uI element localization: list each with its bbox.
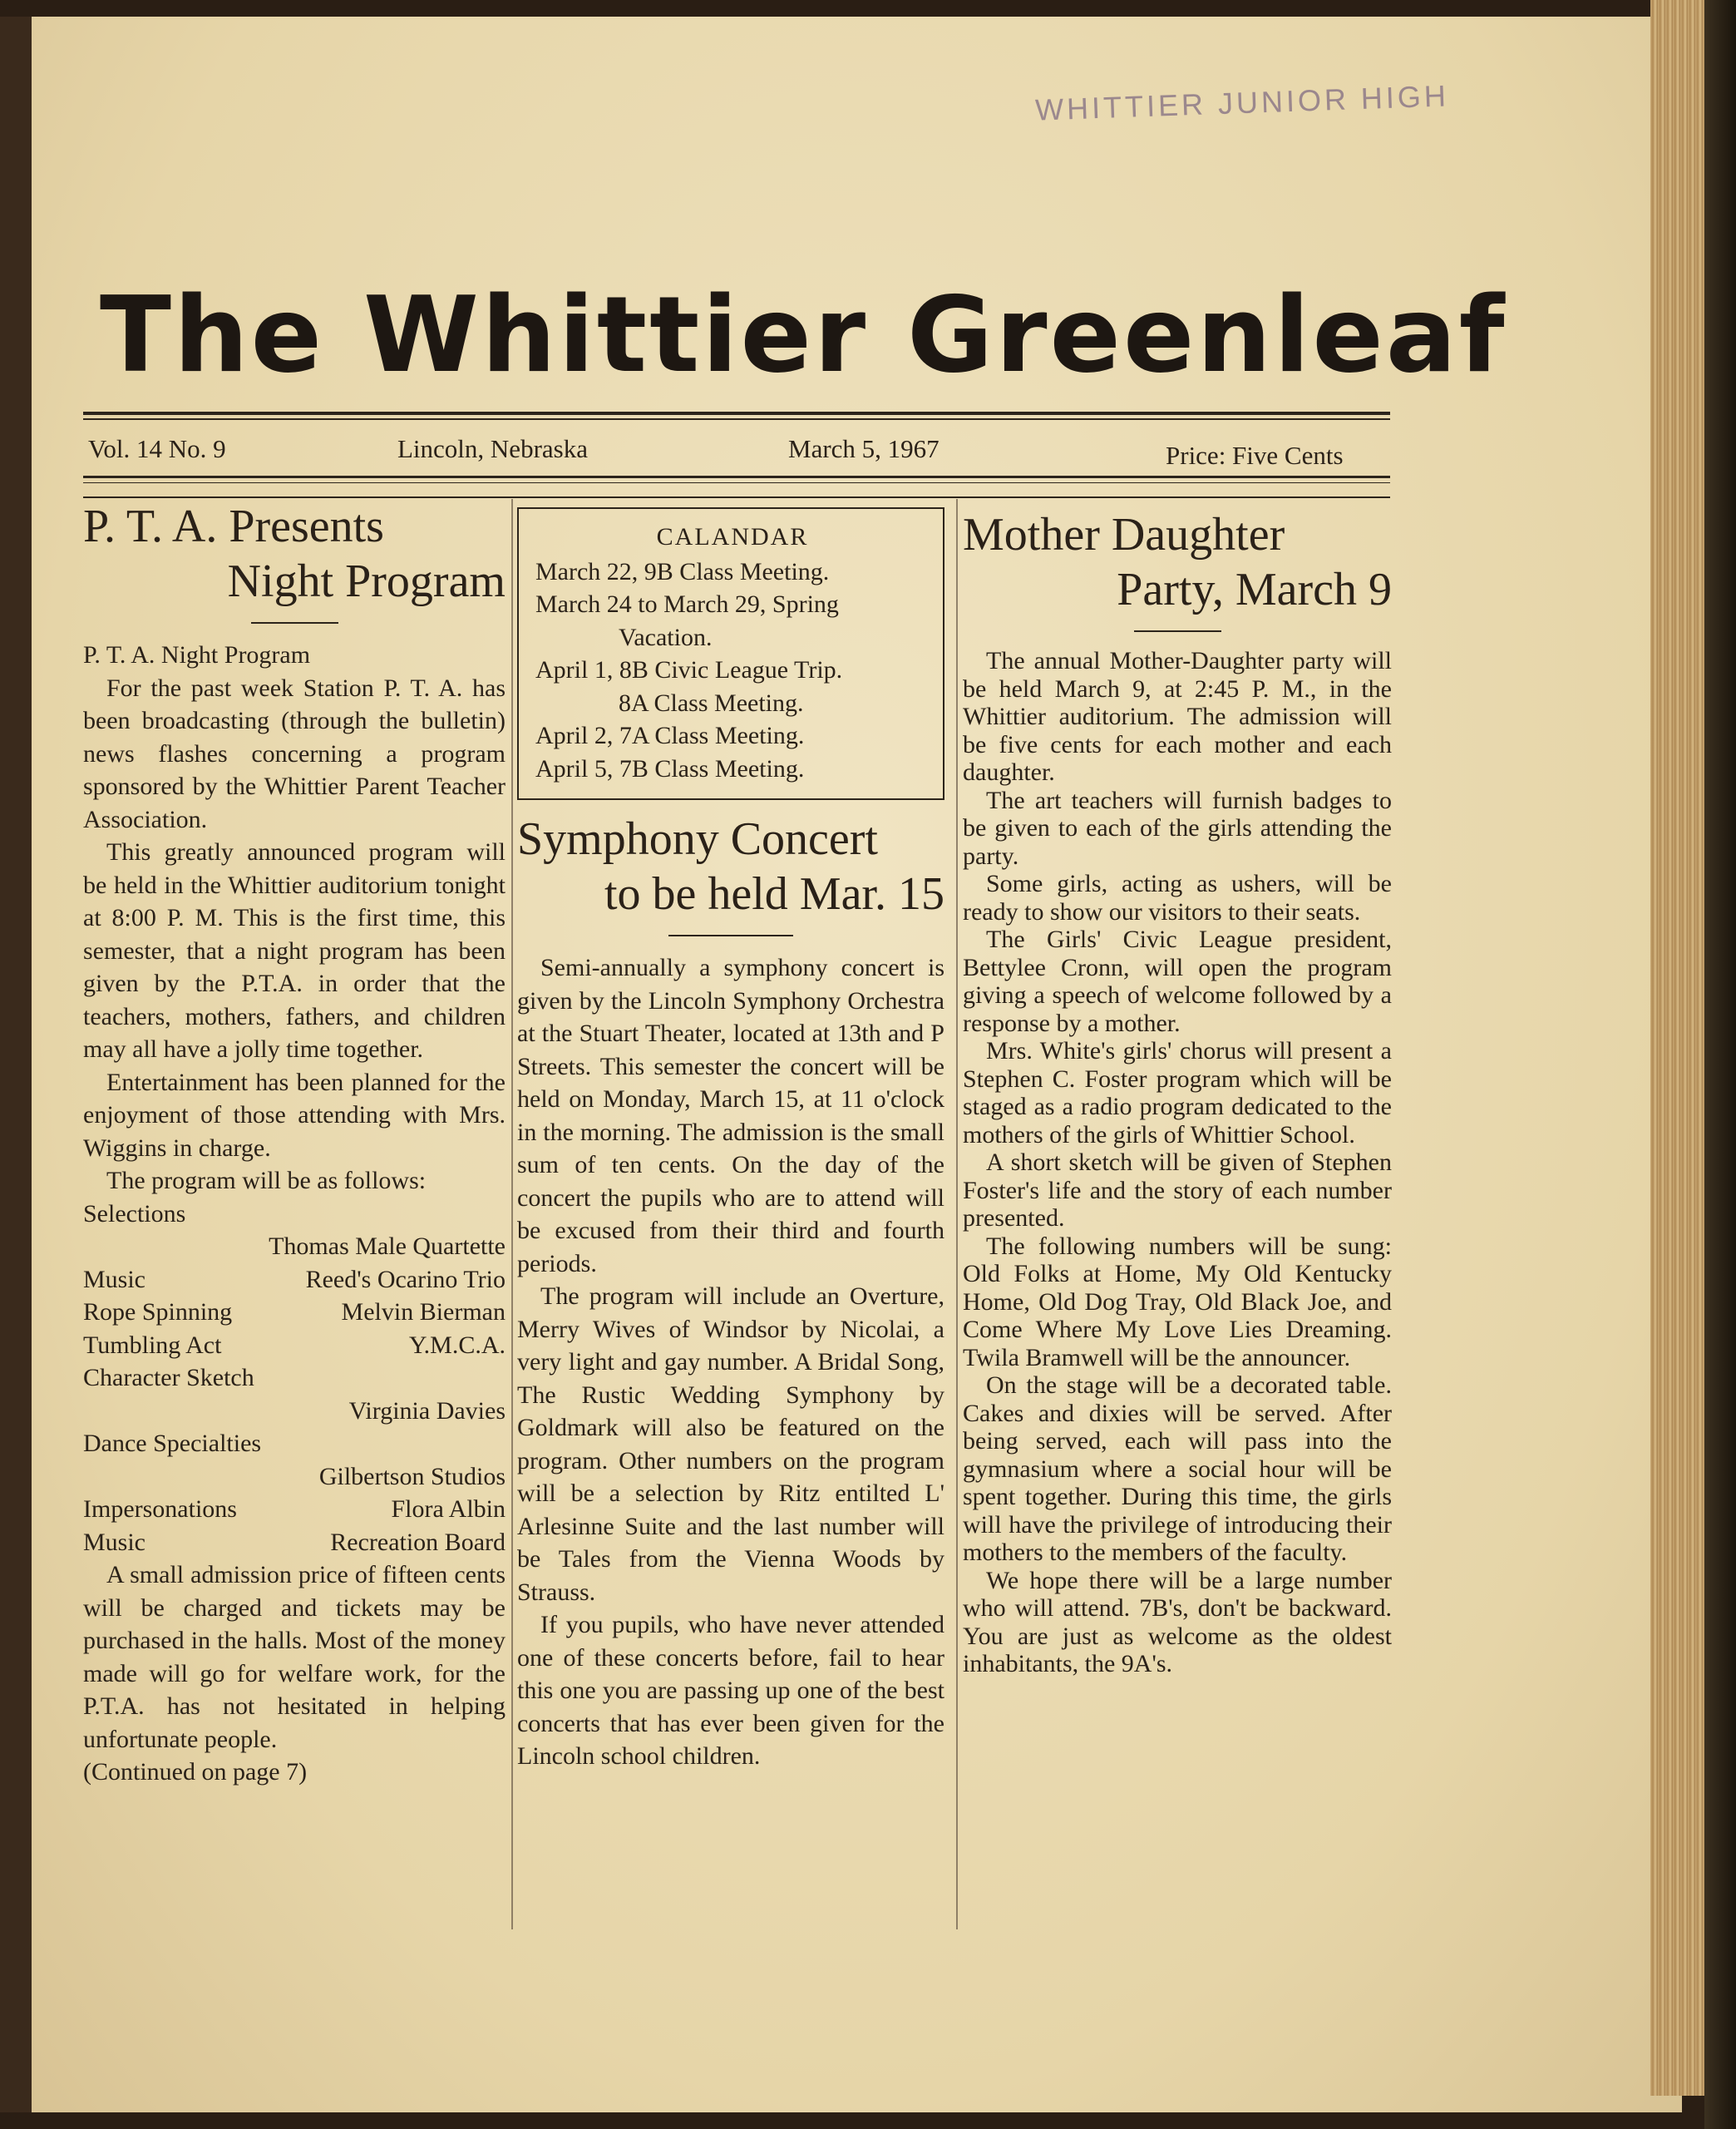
- pta-paragraph: The program will be as follows:: [106, 1167, 427, 1194]
- program-item: [83, 1493, 506, 1526]
- calendar-entry: March 24 to March 29, Spring: [535, 590, 839, 618]
- price: Price: Five Cents: [1166, 441, 1344, 470]
- program-act: Music: [83, 1528, 145, 1556]
- mother-daughter-article: [963, 507, 1392, 1678]
- mother-daughter-paragraph: The art teachers will furnish badges to be given to each of the girls attending the party.: [963, 786, 1392, 870]
- calendar-entry: April 1, 8B Civic League Trip.: [535, 656, 843, 684]
- mother-daughter-paragraph: The following numbers will be sung: Old Folks at Home, My Old Kentucky Home, Old Dog Tray, Old Black Joe, and Come Where My Love Lies Dreaming. Twila Bramwell will be the announcer.: [963, 1232, 1392, 1371]
- program-act: Selections: [83, 1199, 186, 1228]
- mother-daughter-paragraph: The Girls' Civic League president, Bettylee Cronn, will open the program giving a speech of welcome followed by a response by a mother.: [963, 926, 1392, 1037]
- program-performer: Virginia Davies: [348, 1396, 506, 1425]
- location: Lincoln, Nebraska: [397, 434, 588, 463]
- symphony-headline-1: Symphony Concert: [517, 813, 878, 865]
- issue-date: March 5, 1967: [788, 434, 940, 463]
- mother-daughter-headline-2: Party, March 9: [1117, 564, 1392, 615]
- mother-daughter-paragraph: We hope there will be a large number who will attend. 7B's, don't be backward. You are just as welcome as the oldest inhabitants, the 9A's.: [963, 1566, 1392, 1677]
- masthead-rule-top-thin: [83, 418, 1390, 420]
- pta-headline-rule: [251, 622, 338, 624]
- program-item: [83, 1263, 506, 1297]
- symphony-paragraph: The program will include an Overture, Merry Wives of Windsor by Nicolai, a very light and gay number. A Bridal Song, The Rustic Wedding Symphony by Goldmark will also be featured on the program. Other numbers on the program will be a selection by Ritz entilted L' Arlesinne Suite and the last number will be Tales from the Vienna Woods by Strauss.: [517, 1282, 944, 1606]
- program-performer: Reed's Ocarino Trio: [305, 1265, 506, 1293]
- program-performer: Y.M.C.A.: [408, 1331, 506, 1359]
- program-item: [83, 1296, 506, 1329]
- symphony-paragraph: If you pupils, who have never attended one of these concerts before, fail to hear this one you are passing up one of the best concerts that has ever been given for the Lincoln school children.: [517, 1611, 944, 1770]
- pta-paragraph: This greatly announced program will be held in the Whittier auditorium tonight at 8:00 P. M. This is the first time, this semester, that a night program has been given by the P.T.A. in order that the teachers, mothers, fathers, and children may all have a jolly time together.: [83, 838, 506, 1063]
- program-performer: Recreation Board: [330, 1528, 506, 1556]
- dateline-rule-thin: [83, 482, 1390, 483]
- calendar-entry: April 2, 7A Class Meeting.: [535, 722, 805, 749]
- mother-daughter-paragraph: A short sketch will be given of Stephen Foster's life and the story of each number presented.: [963, 1148, 1392, 1232]
- pta-paragraph: A small admission price of fifteen cents will be charged and tickets may be purchased in the halls. Most of the money made will go for welfare work, for the P.T.A. has not hesitated in helping unfortunate people.: [83, 1561, 506, 1753]
- program-act: Music: [83, 1265, 145, 1293]
- masthead-rule-top: [83, 412, 1390, 415]
- program-act: Impersonations: [83, 1495, 237, 1523]
- program-list: [83, 1198, 506, 1559]
- program-act: Rope Spinning: [83, 1298, 233, 1326]
- dateline-rule-2: [83, 496, 1390, 498]
- library-stamp: WHITTIER JUNIOR HIGH: [1034, 78, 1450, 127]
- mother-daughter-paragraph: The annual Mother-Daughter party will be held March 9, at 2:45 P. M., in the Whittier auditorium. The admission will be five cents for each mother and each daughter.: [963, 647, 1392, 786]
- program-act: Character Sketch: [83, 1364, 254, 1391]
- program-act: Dance Specialties: [83, 1430, 262, 1457]
- pta-headline-2: Night Program: [227, 556, 506, 607]
- page-edges: [1650, 0, 1704, 2096]
- volume-number: Vol. 14 No. 9: [88, 434, 226, 463]
- program-performer: Gilbertson Studios: [318, 1462, 506, 1490]
- book-cover-edge: [1704, 0, 1736, 2129]
- program-item: [83, 1329, 506, 1362]
- calendar-entry: Vacation.: [619, 623, 713, 651]
- calendar-entry: April 5, 7B Class Meeting.: [535, 754, 805, 783]
- program-act: Tumbling Act: [83, 1331, 222, 1359]
- column-divider-1: [511, 499, 513, 1929]
- column-divider-2: [956, 499, 958, 1929]
- mother-daughter-paragraph: Some girls, acting as ushers, will be ready to show our visitors to their seats.: [963, 870, 1392, 926]
- symphony-paragraph: Semi-annually a symphony concert is given by the Lincoln Symphony Orchestra at the Stuart Theater, located at 13th and P Streets. This semester the concert will be held on Monday, March 15, at 11 o'clock in the morning. The admission is the small sum of ten cents. On the day of the concert the pupils who are to attend will be excused from their third and fourth periods.: [517, 954, 944, 1277]
- mother-daughter-headline-rule: [1134, 630, 1221, 632]
- program-item: [83, 1526, 506, 1559]
- calendar-title: CALANDAR: [656, 523, 809, 551]
- book-binding: [0, 17, 32, 2112]
- program-performer: Flora Albin: [391, 1495, 506, 1523]
- continued-note: (Continued on page 7): [83, 1758, 308, 1786]
- pta-paragraph: Entertainment has been planned for the enjoyment of those attending with Mrs. Wiggins in charge.: [83, 1068, 506, 1162]
- program-performer: Thomas Male Quartette: [269, 1232, 506, 1260]
- symphony-headline-2: to be held Mar. 15: [604, 868, 944, 920]
- pta-headline-1: P. T. A. Presents: [83, 501, 384, 552]
- calendar-entry: 8A Class Meeting.: [619, 689, 804, 717]
- dateline-rule: [83, 476, 1390, 478]
- pta-subhead: P. T. A. Night Program: [83, 641, 311, 669]
- mother-daughter-headline-1: Mother Daughter: [963, 509, 1285, 561]
- program-performer: Melvin Bierman: [341, 1298, 506, 1326]
- symphony-headline-rule: [668, 935, 793, 936]
- calendar-entry: March 22, 9B Class Meeting.: [535, 557, 830, 585]
- pta-paragraph: For the past week Station P. T. A. has been broadcasting (through the bulletin) news flashes concerning a program sponsored by the Whittier Parent Teacher Association.: [83, 674, 506, 833]
- middle-column: [517, 507, 944, 1773]
- mother-daughter-paragraph: Mrs. White's girls' chorus will present a Stephen C. Foster program which will be staged as a radio program dedicated to the mothers of the girls of Whittier School.: [963, 1037, 1392, 1148]
- calendar-box: [517, 507, 944, 800]
- pta-article: [83, 499, 506, 1789]
- mother-daughter-paragraph: On the stage will be a decorated table. Cakes and dixies will be served. After being served, each will pass into the gymnasium where a social hour will be spent together. During this time, the girls will have the privilege of introducing their mothers to the members of the faculty.: [963, 1371, 1392, 1566]
- masthead-title: The Whittier Greenleaf: [100, 274, 1507, 396]
- dateline: [83, 422, 1397, 468]
